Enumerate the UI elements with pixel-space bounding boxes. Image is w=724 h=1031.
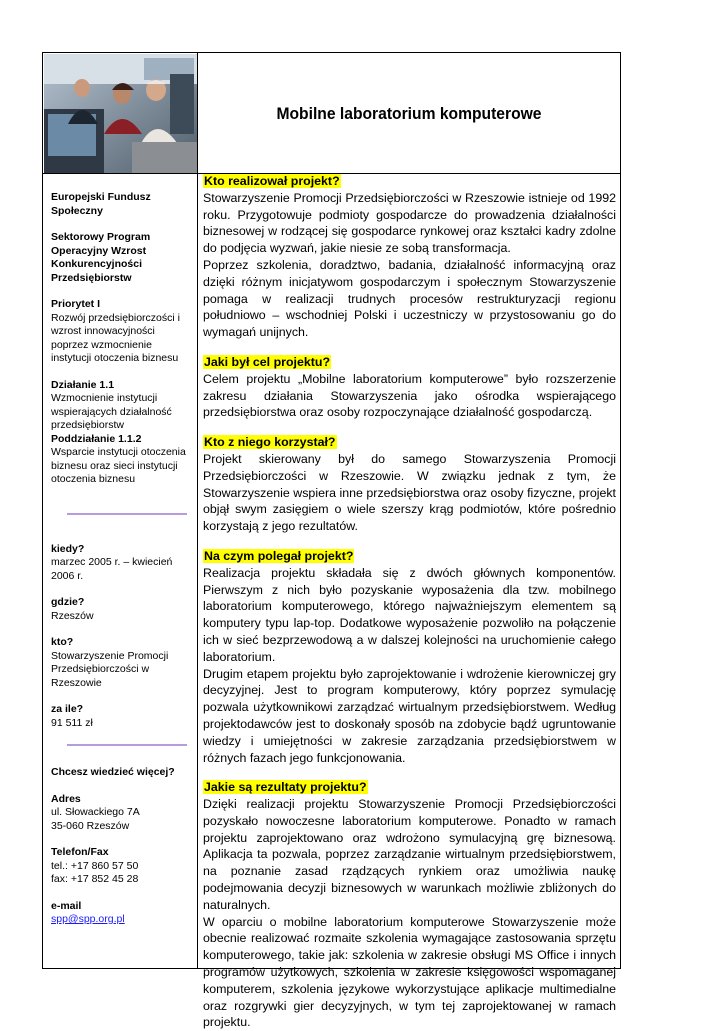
section-heading: Kto z niego korzystał?	[204, 435, 336, 450]
priority-label: Priorytet I	[51, 298, 101, 310]
email-label: e-mail	[51, 899, 82, 912]
subaction-text: Wsparcie instytucji otoczenia biznesu oraz sieci instytucji otoczenia biznesu	[51, 446, 186, 485]
section-paragraph: Dzięki realizacji projektu Stowarzyszenie Promocji Przedsiębiorczości pozyskało nowoczesne laboratorium komputerowe. Ponadto w ramach projektu zaprojektowano oraz wdrożono symulacyjną grę biznesową. Aplikacja ta pozwala, poprzez zarządzanie wirtualnym przedsiębiorstwem, na poznanie zasad rządzących rynkiem oraz umożliwia naukę podejmowania decyzji biznesowych w warunkach możliwie zbliżonych do naturalnych.	[203, 797, 616, 912]
phone-number: tel.: +17 860 57 50	[51, 859, 139, 872]
section-heading: Jakie są rezultaty projektu?	[204, 780, 367, 795]
who-value: Stowarzyszenie Promocji Przedsiębiorczości w Rzeszowie	[51, 649, 169, 689]
sidebar	[51, 191, 191, 927]
when-value: marzec 2005 r. – kwiecień 2006 r.	[51, 556, 173, 582]
page-frame	[42, 52, 621, 1030]
section-paragraph: W oparciu o mobilne laboratorium komputerowe Stowarzyszenie może obecnie realizować rozmaite szkolenia wymagające zastosowania sprzętu komputerowego, takie jak: szkolenia w zakresie obsługi MS Office i innych programów użytkowych, szkolenia w zakresie księgowości wspomaganej komputerem, szkolenia językowe wykorzystujące aplikacje multimedialne oraz rozgrywki gier decyzyjnych, w tym tej zaprojektowanej w ramach projektu.	[203, 914, 616, 1030]
cost-value: 91 511 zł	[51, 716, 93, 729]
priority-text: Rozwój przedsiębiorczości i wzrost innowacyjności poprzez wzmocnienie instytucji otoczenia biznesu	[51, 311, 180, 364]
section-paragraph: Celem projektu „Mobilne laboratorium komputerowe” było rozszerzenie zakresu działania Stowarzyszenia jako ośrodka wspierającego przedsiębiorstwa oraz osoby rozpoczynające działalność gospodarczą.	[203, 371, 616, 420]
section-description	[203, 548, 616, 766]
phone-label: Telefon/Fax	[51, 846, 109, 858]
fund-name: Europejski Fundusz Społeczny	[51, 191, 151, 217]
column-divider	[197, 53, 198, 968]
where-label: gdzie?	[51, 596, 85, 608]
section-paragraph: Poprzez szkolenia, doradztwo, badania, działalność informacyjną oraz dzięki różnym inicjatywom gospodarczym i społecznym Stowarzyszenie pomaga w realizacji trudnych procesów restrukturyzacji regionu południowo – wschodniej Polski i uczestniczy w przystosowaniu go do wymagań unijnych.	[203, 257, 616, 340]
page-title: Mobilne laboratorium komputerowe	[276, 104, 542, 123]
address-line: ul. Słowackiego 7A	[51, 806, 140, 818]
section-results	[203, 779, 616, 1031]
action-label: Działanie 1.1	[51, 378, 115, 391]
address-label: Adres	[51, 792, 81, 805]
section-who	[203, 173, 616, 341]
header-photo	[44, 54, 197, 173]
program-name: Sektorowy Program Operacyjny Wzrost Konkurencyjności Przedsiębiorstw	[51, 231, 151, 284]
section-goal	[203, 354, 616, 421]
section-paragraph: Stowarzyszenie Promocji Przedsiębiorczości w Rzeszowie istnieje od 1992 roku. Przygotowuje podmioty gospodarcze do prowadzenia działalności biznesowej w rodzącej się gospodarce rynkowej oraz kształci kadry zdolne do podjęcia wyzwań, jakie niesie ze sobą transformacja.	[203, 190, 616, 256]
address-line: 35-060 Rzeszów	[51, 819, 130, 832]
fax-number: fax: +17 852 45 28	[51, 873, 139, 885]
section-heading: Na czym polegał projekt?	[204, 548, 354, 563]
action-text: Wzmocnienie instytucji wspierających działalność przedsiębiorstw	[51, 392, 172, 431]
section-paragraph: Realizacja projektu składała się z dwóch głównych komponentów. Pierwszym z nich było pozyskanie wyposażenia dla tzw. mobilnego laboratorium komputerowego, którego najważniejszym elementem są komputery typu lap-top. Dodatkowe wyposażenie pozwoliło na połączenie ich w sieć bezprzewodową a w dalszej kolejności na uruchomienie całego laboratorium.	[203, 565, 616, 664]
where-value: Rzeszów	[51, 609, 94, 622]
more-info-label: Chcesz wiedzieć więcej?	[51, 766, 175, 778]
who-label: kto?	[51, 636, 74, 648]
email-link[interactable]: spp@spp.org.pl	[51, 913, 125, 925]
when-label: kiedy?	[51, 542, 85, 555]
main-content	[203, 173, 616, 1031]
section-heading: Kto realizował projekt?	[204, 174, 340, 188]
section-paragraph: Drugim etapem projektu było zaprojektowanie i wdrożenie kierowniczej gry decyzyjnej. Jest to program komputerowy, który poprzez symulację pozwala użytkownikowi zarządzać wirtualnym przedsiębiorstwem. Według projektodawców jest to doskonały sposób na zdobycie bądź ugruntowanie wiedzy i umiejętności w zakresie zarządzania przedsiębiorstwem w różnych fazach jego funkcjonowania.	[203, 666, 616, 765]
section-paragraph: Projekt skierowany był do samego Stowarzyszenia Promocji Przedsiębiorczości w Rzeszowie. W związku jednak z tym, że Stowarzyszenie wspiera inne przedsiębiorstwa oraz osoby fizyczne, projekt objął swym zasięgiem o wiele szerszy krąg podmiotów, które pośrednio korzystają z jego rezultatów.	[203, 451, 616, 534]
section-beneficiaries	[203, 434, 616, 535]
subaction-label: Poddziałanie 1.1.2	[51, 432, 142, 445]
section-heading: Jaki był cel projektu?	[204, 354, 331, 369]
cost-label: za ile?	[51, 703, 84, 715]
